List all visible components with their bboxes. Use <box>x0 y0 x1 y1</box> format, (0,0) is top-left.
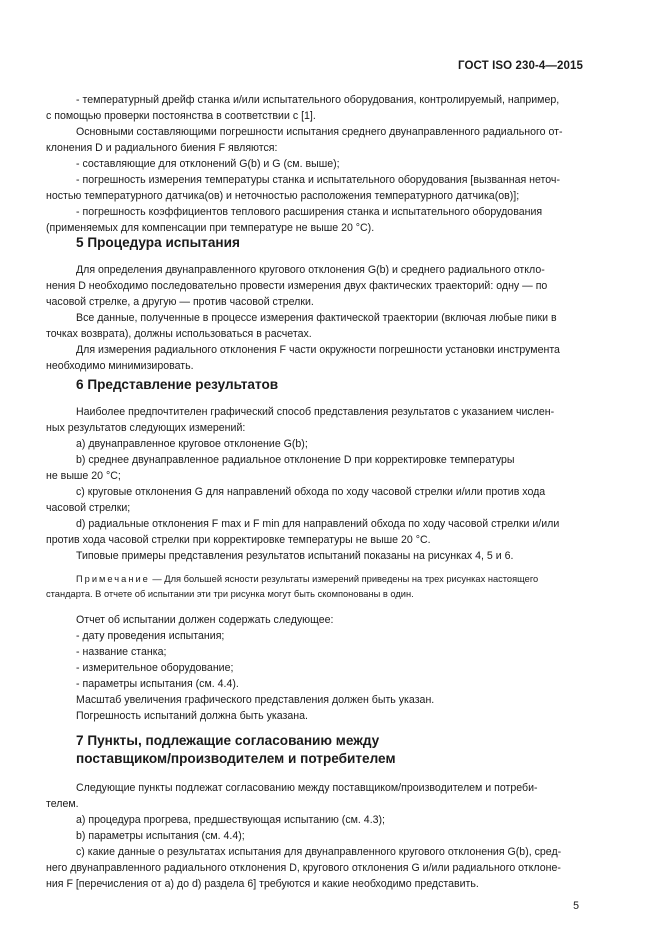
note-text: — Для большей ясности результаты измерений приведены на трех рисунках настоящего <box>152 574 539 584</box>
text-line: ностью температурного датчика(ов) и неточностью расположения температурного датчика(ов)]; <box>46 190 520 202</box>
text-line: Основными составляющими погрешности испытания среднего двунаправленного радиального от- <box>76 126 563 138</box>
note-text: стандарта. В отчете об испытании эти три рисунка могут быть скомпонованы в один. <box>46 589 414 599</box>
list-item: - параметры испытания (см. 4.4). <box>76 678 239 690</box>
text-line: Для измерения радиального отклонения F части окружности погрешности установки инструмента <box>76 344 560 356</box>
list-item: - дату проведения испытания; <box>76 630 225 642</box>
list-item: - название станка; <box>76 646 167 658</box>
list-item-c: с) какие данные о результатах испытания для двунаправленного кругового отклонения G(b), сред- <box>76 846 562 858</box>
list-item-a: а) процедура прогрева, предшествующая испытанию (см. 4.3); <box>76 814 386 826</box>
text-line: часовой стрелке, а другую — против часовой стрелки. <box>46 296 314 308</box>
text-line: ных результатов следующих измерений: <box>46 422 246 434</box>
text-line: (применяемых для компенсации при температуре не выше 20 °С). <box>46 222 375 234</box>
text-line: Масштаб увеличения графического представления должен быть указан. <box>76 694 435 706</box>
list-item-b: b) среднее двунаправленное радиальное отклонение D при корректировке температуры <box>76 454 515 466</box>
section-7-heading-line2: поставщиком/производителем и потребителем <box>76 751 396 766</box>
text-line: Отчет об испытании должен содержать следующее: <box>76 614 334 626</box>
text-line: - температурный дрейф станка и/или испытательного оборудования, контролируемый, например, <box>76 94 560 106</box>
text-line: не выше 20 °С; <box>46 470 121 482</box>
note <box>46 572 581 587</box>
standard-header: ГОСТ ISO 230-4—2015 <box>458 60 583 72</box>
text-line: Следующие пункты подлежат согласованию между поставщиком/производителем и потреби- <box>76 782 538 794</box>
text-line: Типовые примеры представления результатов испытаний показаны на рисунках 4, 5 и 6. <box>76 550 514 562</box>
list-item-a: а) двунаправленное круговое отклонение G(b); <box>76 438 308 450</box>
text-line: необходимо минимизировать. <box>46 360 194 372</box>
list-item-b: b) параметры испытания (см. 4.4); <box>76 830 245 842</box>
note-label: Примечание <box>76 574 150 584</box>
section-6-heading: 6 Представление результатов <box>76 377 279 392</box>
text-line: против хода часовой стрелки при корректировке температуры не выше 20 °С. <box>46 534 431 546</box>
text-line: телем. <box>46 798 79 810</box>
text-line: Погрешность испытаний должна быть указана. <box>76 710 308 722</box>
text-line: ния F [перечисления от а) до d) раздела 6] требуются и какие необходимо представить. <box>46 878 479 890</box>
text-line: - составляющие для отклонений G(b) и G (см. выше); <box>76 158 340 170</box>
text-line: Для определения двунаправленного кругового отклонения G(b) и среднего радиального откло- <box>76 264 545 276</box>
list-item-c: с) круговые отклонения G для направлений обхода по ходу часовой стрелки и/или против хода <box>76 486 546 498</box>
text-line: Наиболее предпочтителен графический способ представления результатов с указанием числен- <box>76 406 555 418</box>
list-item-d: d) радиальные отклонения F max и F min для направлений обхода по ходу часовой стрелки и/или <box>76 518 560 530</box>
text-line: часовой стрелки; <box>46 502 131 514</box>
text-line: Все данные, полученные в процессе измерения фактической траектории (включая любые пики в <box>76 312 557 324</box>
section-5-heading: 5 Процедура испытания <box>76 235 240 250</box>
page-number: 5 <box>573 900 579 912</box>
text-line: клонения D и радиального биения F являются: <box>46 142 278 154</box>
text-line: точках возврата), должны использоваться в расчетах. <box>46 328 312 340</box>
text-line: - погрешность коэффициентов теплового расширения станка и испытательного оборудования <box>76 206 543 218</box>
text-line: него двунаправленного радиального отклонения D, кругового отклонения G и/или радиального отклоне- <box>46 862 561 874</box>
text-line: нения D необходимо последовательно провести измерения двух фактических траекторий: одну — по <box>46 280 548 292</box>
section-7-heading: 7 Пункты, подлежащие согласованию между <box>76 733 380 748</box>
list-item: - измерительное оборудование; <box>76 662 234 674</box>
text-line: с помощью проверки постоянства в соответствии с [1]. <box>46 110 316 122</box>
text-line: - погрешность измерения температуры станка и испытательного оборудования [вызванная неточ- <box>76 174 560 186</box>
